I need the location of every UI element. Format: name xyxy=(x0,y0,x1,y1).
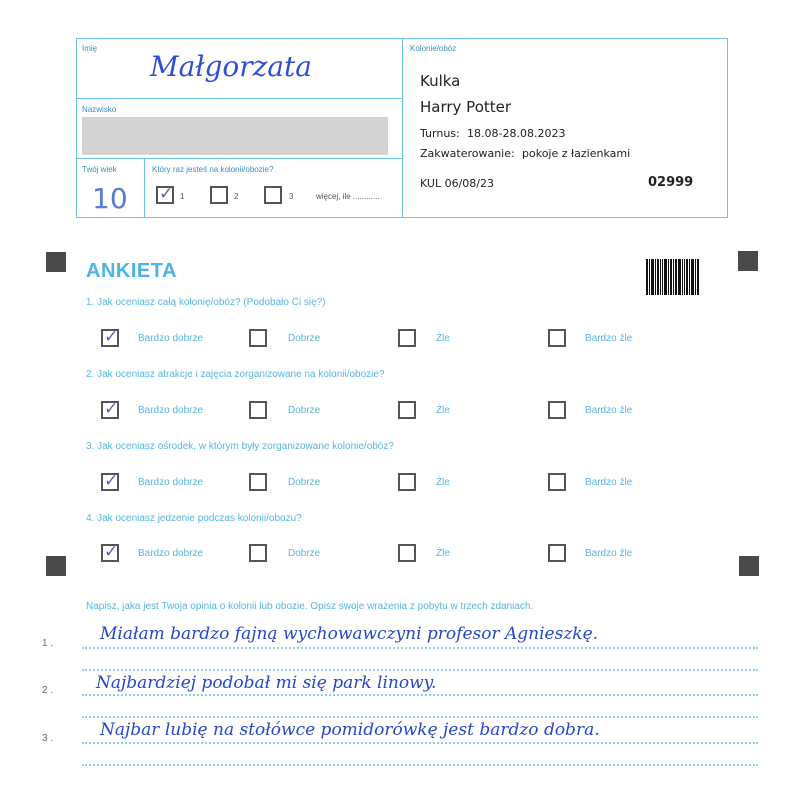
q2-option-bardzo-dobrze-checkbox[interactable] xyxy=(101,401,119,419)
turnus-label: Turnus: xyxy=(420,127,460,140)
q2-option-zle-label: Źle xyxy=(436,405,450,416)
q4-option-dobrze-label: Dobrze xyxy=(288,548,321,559)
opinion-sentence-3[interactable]: Najbar lubię na stołówce pomidorówkę jest bardzo dobra. xyxy=(100,720,600,740)
q1-option-bardzo-zle-checkbox[interactable] xyxy=(548,329,566,347)
q4-option-bardzo-zle-label: Bardzo źle xyxy=(585,548,633,559)
q2-option-dobrze-label: Dobrze xyxy=(288,405,321,416)
q2-option-bardzo-zle-checkbox[interactable] xyxy=(548,401,566,419)
checkmark-icon: ✓ xyxy=(104,399,119,419)
q3-option-dobrze-label: Dobrze xyxy=(288,477,321,488)
question-2: 2. Jak oceniasz atrakcje i zajęcia zorganizowane na kolonii/obozie? xyxy=(86,369,385,380)
opinion-instruction: Napisz, jaka jest Twoja opinia o kolonii lub obozie. Opisz swoje wrażenia z pobytu w trzech zdaniach. xyxy=(86,601,534,612)
line-number-3: 3 . xyxy=(42,733,54,744)
form-number: 02999 xyxy=(648,175,694,190)
accommodation-label: Zakwaterowanie: xyxy=(420,147,515,160)
writing-line xyxy=(82,716,758,718)
question-3: 3. Jak oceniasz ośrodek, w którym były zorganizowane kolonie/obóz? xyxy=(86,441,394,452)
registration-marker xyxy=(738,251,758,271)
writing-line xyxy=(82,647,758,649)
opinion-sentence-1[interactable]: Miałam bardzo fajną wychowawczyni profesor Agnieszkę. xyxy=(100,624,599,644)
which-time-label: Który raz jesteś na kolonii/obozie? xyxy=(152,165,274,174)
q1-option-zle-label: Źle xyxy=(436,333,450,344)
q2-option-bardzo-zle-label: Bardzo źle xyxy=(585,405,633,416)
camp-label: Kolonie/obóz xyxy=(410,44,457,53)
q2-option-zle-checkbox[interactable] xyxy=(398,401,416,419)
header-divider-surname xyxy=(76,158,402,159)
line-number-2: 2 . xyxy=(42,685,54,696)
which-time-option-2: 2 xyxy=(234,192,239,201)
registration-marker xyxy=(46,556,66,576)
surname-label: Nazwisko xyxy=(82,105,117,114)
q4-option-zle-label: Źle xyxy=(436,548,450,559)
q1-option-zle-checkbox[interactable] xyxy=(398,329,416,347)
writing-line xyxy=(82,694,758,696)
barcode-icon xyxy=(646,259,700,295)
q3-option-bardzo-zle-label: Bardzo źle xyxy=(585,477,633,488)
writing-line xyxy=(82,764,758,766)
accommodation-value: pokoje z łazienkami xyxy=(522,147,631,160)
checkmark-icon: ✓ xyxy=(159,184,174,204)
q1-option-bardzo-dobrze-label: Bardzo dobrze xyxy=(138,333,204,344)
header-divider-age xyxy=(144,158,145,218)
camp-code: KUL 06/08/23 xyxy=(420,177,494,190)
survey-title: ANKIETA xyxy=(86,260,177,282)
checkmark-icon: ✓ xyxy=(104,471,119,491)
camp-org: Kulka xyxy=(420,72,461,90)
age-value: 10 xyxy=(92,182,128,215)
name-label: Imię xyxy=(82,44,98,53)
q3-option-zle-checkbox[interactable] xyxy=(398,473,416,491)
which-time-option-1: 1 xyxy=(180,192,185,201)
checkmark-icon: ✓ xyxy=(104,327,119,347)
q4-option-zle-checkbox[interactable] xyxy=(398,544,416,562)
q2-option-bardzo-dobrze-label: Bardzo dobrze xyxy=(138,405,204,416)
surname-redaction xyxy=(82,117,388,155)
checkmark-icon: ✓ xyxy=(104,542,119,562)
which-time-option-3: 3 xyxy=(289,192,294,201)
line-number-1: 1 . xyxy=(42,638,54,649)
which-time-checkbox-2[interactable] xyxy=(210,186,228,204)
q2-option-dobrze-checkbox[interactable] xyxy=(249,401,267,419)
name-value: Małgorzata xyxy=(150,50,312,83)
header-divider-vertical xyxy=(402,38,403,218)
turnus-value: 18.08-28.08.2023 xyxy=(467,127,566,140)
registration-marker xyxy=(739,556,759,576)
q4-option-bardzo-zle-checkbox[interactable] xyxy=(548,544,566,562)
q4-option-bardzo-dobrze-checkbox[interactable] xyxy=(101,544,119,562)
q1-option-bardzo-dobrze-checkbox[interactable] xyxy=(101,329,119,347)
age-label: Twój wiek xyxy=(82,165,117,174)
q4-option-bardzo-dobrze-label: Bardzo dobrze xyxy=(138,548,204,559)
q3-option-bardzo-zle-checkbox[interactable] xyxy=(548,473,566,491)
q3-option-zle-label: Źle xyxy=(436,477,450,488)
q4-option-dobrze-checkbox[interactable] xyxy=(249,544,267,562)
registration-marker xyxy=(46,252,66,272)
which-time-checkbox-1[interactable] xyxy=(156,186,174,204)
which-time-checkbox-3[interactable] xyxy=(264,186,282,204)
writing-line xyxy=(82,742,758,744)
camp-name: Harry Potter xyxy=(420,98,512,116)
header-divider-name xyxy=(76,98,402,99)
question-1: 1. Jak oceniasz całą kolonię/obóz? (Podobało Ci się?) xyxy=(86,297,326,308)
q3-option-dobrze-checkbox[interactable] xyxy=(249,473,267,491)
opinion-sentence-2[interactable]: Najbardziej podobał mi się park linowy. xyxy=(96,673,437,693)
q3-option-bardzo-dobrze-label: Bardzo dobrze xyxy=(138,477,204,488)
q1-option-dobrze-label: Dobrze xyxy=(288,333,321,344)
question-4: 4. Jak oceniasz jedzenie podczas kolonii/obozu? xyxy=(86,513,302,524)
q1-option-dobrze-checkbox[interactable] xyxy=(249,329,267,347)
which-time-more: więcej, ile ............ xyxy=(316,192,380,201)
q3-option-bardzo-dobrze-checkbox[interactable] xyxy=(101,473,119,491)
writing-line xyxy=(82,669,758,671)
q1-option-bardzo-zle-label: Bardzo źle xyxy=(585,333,633,344)
